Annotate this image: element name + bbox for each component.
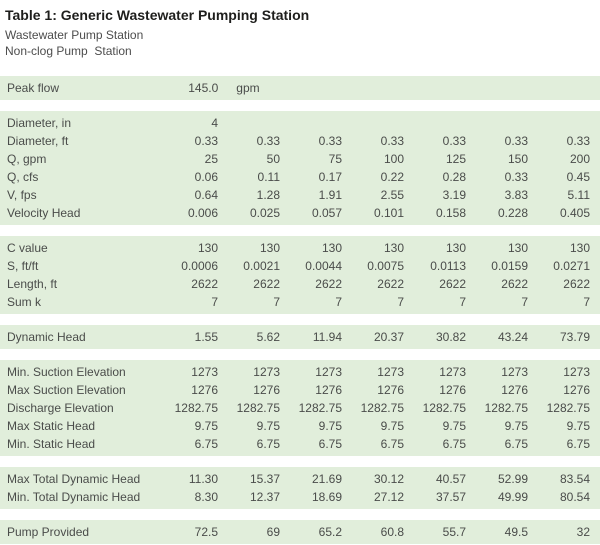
value-cell: 0.025	[249, 206, 280, 220]
value-cell: 18.69	[311, 490, 342, 504]
table-row	[0, 470, 600, 488]
table-row	[0, 132, 600, 150]
row-label: Min. Static Head	[7, 437, 96, 451]
table-row	[0, 257, 600, 275]
table-row	[0, 186, 600, 204]
value-cell: 0.33	[318, 134, 342, 148]
value-cell: 200	[569, 152, 590, 166]
table-row	[0, 417, 600, 435]
value-cell: 12.37	[249, 490, 280, 504]
value-cell: 1282.75	[174, 401, 218, 415]
value-cell: 7	[211, 295, 218, 309]
value-cell: 49.5	[504, 525, 528, 539]
value-cell: 8.30	[194, 490, 218, 504]
pumping-station-table	[0, 76, 600, 544]
table-row	[0, 293, 600, 311]
value-cell	[228, 114, 290, 132]
value-cell	[538, 114, 600, 132]
row-label: Q, gpm	[7, 152, 47, 166]
value-cell: 1276	[501, 383, 528, 397]
value-cell: 130	[383, 241, 404, 255]
value-cell: 72.5	[194, 525, 218, 539]
value-cell: 20.37	[373, 330, 404, 344]
row-label: Min. Total Dynamic Head	[7, 490, 141, 504]
table-row	[0, 363, 600, 381]
value-cell: 49.99	[497, 490, 528, 504]
value-cell: 27.12	[373, 490, 404, 504]
row-label: Discharge Elevation	[7, 401, 114, 415]
value-cell: 1273	[377, 365, 404, 379]
value-cell: 2622	[377, 277, 404, 291]
value-cell: 2622	[501, 277, 528, 291]
row-label: Dynamic Head	[7, 330, 86, 344]
value-cell: 0.17	[318, 170, 342, 184]
value-cell: 0.33	[442, 134, 466, 148]
row-label: Peak flow	[7, 81, 60, 95]
value-cell	[351, 79, 413, 97]
value-cell: 0.28	[442, 170, 466, 184]
value-cell: 0.0006	[181, 259, 218, 273]
value-cell: 2622	[439, 277, 466, 291]
row-label: Max Suction Elevation	[7, 383, 126, 397]
value-cell: 69	[266, 525, 280, 539]
value-cell: 0.11	[257, 170, 280, 184]
value-cell: 37.57	[435, 490, 466, 504]
value-cell: 6.75	[566, 437, 590, 451]
value-cell: 11.94	[312, 330, 342, 344]
value-cell: 15.37	[249, 472, 280, 486]
section-pump-provided	[0, 520, 600, 544]
value-cell: 1276	[563, 383, 590, 397]
value-cell: 130	[321, 241, 342, 255]
table-row	[0, 204, 600, 222]
row-label: Length, ft	[7, 277, 58, 291]
subtitle-line-2: Non-clog Pump Station	[5, 44, 132, 58]
value-cell: 3.83	[504, 188, 528, 202]
value-cell: 6.75	[194, 437, 218, 451]
value-cell: 1282.75	[298, 401, 342, 415]
value-cell: 1282.75	[422, 401, 466, 415]
value-cell: 9.75	[566, 419, 590, 433]
value-cell: 0.06	[194, 170, 218, 184]
value-cell: 0.0113	[430, 259, 466, 273]
value-cell: 0.64	[194, 188, 218, 202]
value-cell: 0.33	[566, 134, 590, 148]
value-cell	[352, 114, 414, 132]
row-label: Max Total Dynamic Head	[7, 472, 141, 486]
value-cell: 0.0044	[305, 259, 342, 273]
value-cell: 73.79	[559, 330, 590, 344]
value-cell: 1282.75	[360, 401, 404, 415]
value-cell	[413, 79, 475, 97]
row-label: Pump Provided	[7, 525, 90, 539]
value-cell: 130	[259, 241, 280, 255]
section-pipe-and-flow	[0, 111, 600, 225]
value-cell: 0.0159	[491, 259, 528, 273]
value-cell: 0.0021	[243, 259, 280, 273]
value-cell: 9.75	[318, 419, 342, 433]
value-cell: 2622	[315, 277, 342, 291]
value-cell: 0.33	[380, 134, 404, 148]
value-cell: 5.11	[567, 188, 590, 202]
value-cell	[476, 114, 538, 132]
value-cell: 0.45	[566, 170, 590, 184]
value-cell: 65.2	[318, 525, 342, 539]
value-cell: 150	[507, 152, 528, 166]
value-cell: 1.55	[194, 330, 218, 344]
value-cell: 0.33	[504, 134, 528, 148]
value-cell: 7	[459, 295, 466, 309]
value-cell: 80.54	[559, 490, 590, 504]
row-label: Velocity Head	[7, 206, 81, 220]
value-cell: 1276	[377, 383, 404, 397]
value-cell: 43.24	[497, 330, 528, 344]
table-row	[0, 328, 600, 346]
value-cell: 40.57	[435, 472, 466, 486]
value-cell: 21.69	[311, 472, 342, 486]
row-label: V, fps	[7, 188, 37, 202]
value-cell: 7	[583, 295, 590, 309]
value-cell: 30.12	[373, 472, 404, 486]
value-cell: 0.057	[311, 206, 342, 220]
value-cell: 1273	[563, 365, 590, 379]
value-cell: 7	[273, 295, 280, 309]
value-cell: 0.158	[435, 206, 466, 220]
row-label: Diameter, in	[7, 116, 72, 130]
value-cell: 6.75	[442, 437, 466, 451]
value-cell: 11.30	[188, 472, 218, 486]
value-cell: 130	[197, 241, 218, 255]
subtitle-line-1: Wastewater Pump Station	[5, 28, 144, 42]
table-row	[0, 399, 600, 417]
table-row	[0, 435, 600, 453]
value-cell: 7	[521, 295, 528, 309]
value-cell: 25	[204, 152, 218, 166]
value-cell	[290, 114, 352, 132]
value-cell: 1282.75	[546, 401, 590, 415]
value-cell: 50	[266, 152, 280, 166]
value-cell	[538, 79, 600, 97]
value-cell: 30.82	[435, 330, 466, 344]
section-dynamic-head	[0, 325, 600, 349]
value-cell: 0.405	[559, 206, 590, 220]
value-cell: 55.7	[442, 525, 466, 539]
table-row	[0, 150, 600, 168]
value-cell	[475, 79, 537, 97]
value-cell: 9.75	[256, 419, 280, 433]
value-cell: 1282.75	[236, 401, 280, 415]
row-label: Max Static Head	[7, 419, 96, 433]
value-cell: 1273	[191, 365, 218, 379]
value-cell: 2.55	[380, 188, 404, 202]
table-row	[0, 168, 600, 186]
row-label: C value	[7, 241, 48, 255]
row-label: Sum k	[7, 295, 42, 309]
value-cell: 7	[397, 295, 404, 309]
value-cell: 0.22	[380, 170, 404, 184]
section-total-dynamic-head	[0, 467, 600, 509]
value-cell: 0.228	[497, 206, 528, 220]
value-cell: 1276	[439, 383, 466, 397]
unit-cell: gpm	[236, 81, 260, 95]
value-cell: 4	[211, 116, 218, 130]
value-cell: 1273	[439, 365, 466, 379]
table-row	[0, 275, 600, 293]
value-cell: 1273	[253, 365, 280, 379]
section-friction	[0, 236, 600, 314]
value-cell: 100	[383, 152, 404, 166]
value-cell: 145.0	[188, 81, 219, 95]
table-row	[0, 239, 600, 257]
value-cell: 6.75	[318, 437, 342, 451]
value-cell: 9.75	[380, 419, 404, 433]
value-cell: 2622	[191, 277, 218, 291]
value-cell: 0.33	[504, 170, 528, 184]
value-cell	[289, 79, 351, 97]
value-cell: 2622	[563, 277, 590, 291]
table-row	[0, 488, 600, 506]
row-label: Q, cfs	[7, 170, 39, 184]
value-cell: 7	[335, 295, 342, 309]
table-row	[0, 79, 600, 97]
value-cell: 1276	[191, 383, 218, 397]
value-cell: 9.75	[194, 419, 218, 433]
row-label: Min. Suction Elevation	[7, 365, 126, 379]
table-row	[0, 523, 600, 541]
section-peak-flow	[0, 76, 600, 100]
value-cell: 52.99	[497, 472, 528, 486]
value-cell: 1273	[315, 365, 342, 379]
value-cell: 83.54	[559, 472, 590, 486]
table-title: Table 1: Generic Wastewater Pumping Station	[5, 7, 310, 23]
value-cell: 32	[576, 525, 590, 539]
value-cell: 75	[328, 152, 342, 166]
value-cell: 3.19	[442, 188, 466, 202]
value-cell: 6.75	[504, 437, 528, 451]
value-cell: 2622	[253, 277, 280, 291]
value-cell: 1276	[253, 383, 280, 397]
value-cell: 130	[569, 241, 590, 255]
value-cell: 1.28	[256, 188, 280, 202]
value-cell: 1.91	[318, 188, 342, 202]
value-cell: 0.33	[256, 134, 280, 148]
value-cell: 5.62	[256, 330, 280, 344]
value-cell: 1273	[501, 365, 528, 379]
table-row	[0, 114, 600, 132]
value-cell	[414, 114, 476, 132]
value-cell: 1282.75	[484, 401, 528, 415]
value-cell: 6.75	[380, 437, 404, 451]
value-cell: 0.0075	[367, 259, 404, 273]
value-cell: 130	[445, 241, 466, 255]
value-cell: 9.75	[442, 419, 466, 433]
value-cell: 60.8	[380, 525, 404, 539]
value-cell: 6.75	[256, 437, 280, 451]
table-row	[0, 381, 600, 399]
value-cell: 125	[445, 152, 466, 166]
row-label: Diameter, ft	[7, 134, 69, 148]
value-cell: 130	[507, 241, 528, 255]
value-cell: 0.006	[187, 206, 218, 220]
row-label: S, ft/ft	[7, 259, 39, 273]
value-cell: 0.101	[373, 206, 404, 220]
section-elevations	[0, 360, 600, 456]
value-cell: 0.33	[194, 134, 218, 148]
value-cell: 0.0271	[553, 259, 590, 273]
value-cell: 9.75	[504, 419, 528, 433]
value-cell: 1276	[315, 383, 342, 397]
